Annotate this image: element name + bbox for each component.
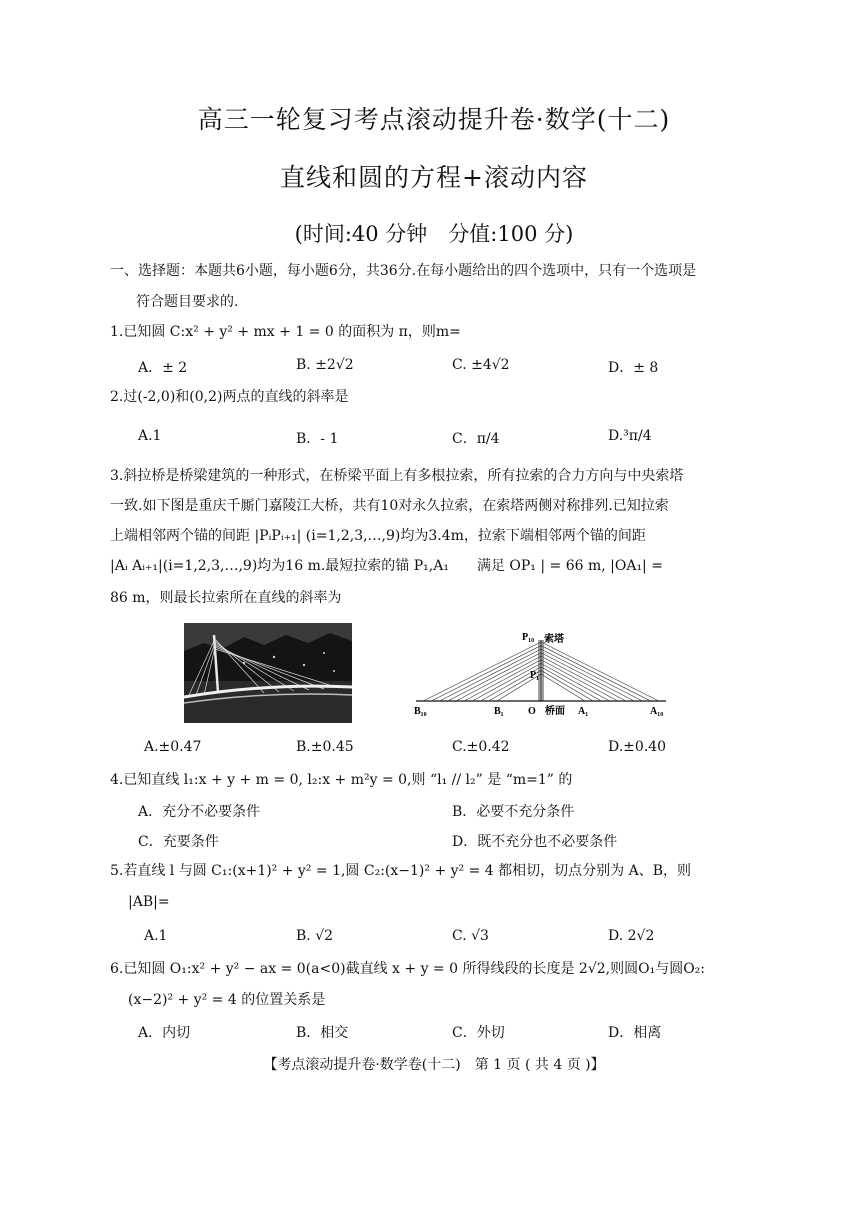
q1-option-c: C. ±4√2 [452,357,510,373]
q6-option-b: B．相交 [296,1025,349,1041]
cable-right-10 [541,642,659,701]
q3-option-c: C.±0.42 [452,739,510,755]
q2-stem: 2.过(-2,0)和(0,2)两点的直线的斜率是 [110,389,349,405]
q2-option-c: C．π/4 [452,431,500,447]
q4-stem: 4.已知直线 l₁:x + y + m = 0, l₂:x + m²y = 0,则 “l₁ // l₂” 是 “m=1” 的 [110,772,573,788]
label-b1: B₁ [494,706,504,717]
q6-option-a: A．内切 [138,1025,191,1041]
cable-left-9 [431,646,541,701]
q2-option-d: D.³π/4 [608,428,652,444]
q5-line2: |AB|= [128,894,170,910]
section-heading-line2: 符合题目要求的. [136,294,239,310]
q6-line1: 6.已知圆 O₁:x² + y² − ax = 0(a<0)截直线 x + y = 0 所得线段的长度是 2√2,则圆O₁与圆O₂: [110,961,705,977]
q4-option-b: B．必要不充分条件 [452,804,575,820]
q4-option-c: C．充要条件 [138,834,219,850]
q6-line2: (x−2)² + y² = 4 的位置关系是 [128,992,326,1008]
q2-option-b: B．- 1 [296,431,339,447]
cable-right-8 [541,649,642,701]
label-deck: 桥面 [545,706,565,717]
q5-option-b: B. √2 [296,928,334,944]
label-p10: P₁₀ [522,632,535,643]
label-a1: A₁ [578,706,589,717]
q1-stem: 1.已知圆 C:x² + y² + mx + 1 = 0 的面积为 π，则m= [110,324,461,340]
q5-option-d: D. 2√2 [608,928,655,944]
q3-option-a: A.±0.47 [144,739,202,755]
cable-right-5 [541,660,618,701]
q3-line4: |Aᵢ Aᵢ₊₁|(i=1,2,3,…,9)均为16 m.最短拉索的锚 P₁,A₁ 满足 OP₁ | = 66 m, |OA₁| = [110,558,663,574]
cable-left-8 [440,649,541,701]
q3-line5: 86 m，则最长拉索所在直线的斜率为 [110,590,342,606]
page-subtitle: 直线和圆的方程+滚动内容 [280,163,588,192]
q5-line1: 5.若直线 l 与圆 C₁:(x+1)² + y² = 1,圆 C₂:(x−1)² + y² = 4 都相切，切点分别为 A、B，则 [110,863,691,879]
cable-left-7 [448,653,541,701]
label-p1: P₁ [530,670,540,681]
q1-option-a: A．± 2 [138,360,188,376]
page-footer: 【考点滚动提升卷·数学卷(十二) 第 1 页 ( 共 4 页 )】 [263,1057,605,1073]
q1-option-d: D．± 8 [608,360,659,376]
q6-option-c: C．外切 [452,1025,505,1041]
q3-line3: 上端相邻两个锚的间距 |PᵢPᵢ₊₁| (i=1,2,3,…,9)均为3.4m，拉索下端相邻两个锚的间距 [110,528,646,544]
q4-option-d: D．既不充分也不必要条件 [452,834,618,850]
q3-line1: 3.斜拉桥是桥梁建筑的一种形式，在桥梁平面上有多根拉索，所有拉索的合力方向与中央索塔 [110,468,684,484]
bridge-photo [184,623,352,723]
q5-option-c: C. √3 [452,928,489,944]
label-b10: B₁₀ [414,706,427,717]
cable-right-6 [541,656,626,701]
q3-line2: 一致.如下图是重庆千厮门嘉陵江大桥，共有10对永久拉索，在索塔两侧对称排列.已知拉索 [110,498,669,514]
bridge-diagram [410,628,672,724]
cable-left-6 [456,656,541,701]
cable-right-2 [541,670,593,701]
cable-right-9 [541,646,651,701]
label-a10: A₁₀ [650,706,664,717]
label-tower: 索塔 [544,634,564,645]
q3-option-d: D.±0.40 [608,739,667,755]
cable-left-10 [423,642,541,701]
cable-right-7 [541,653,634,701]
q4-option-a: A．充分不必要条件 [138,804,261,820]
label-o: O [528,706,536,717]
q1-option-b: B. ±2√2 [296,357,354,373]
q2-option-a: A.1 [138,428,162,444]
cable-right-1 [541,674,585,701]
section-heading-line1: 一、选择题：本题共6小题，每小题6分，共36分.在每小题给出的四个选项中，只有一个选项是 [110,263,697,279]
page-title: 高三一轮复习考点滚动提升卷·数学(十二) [197,105,671,134]
q6-option-d: D．相离 [608,1025,662,1041]
q3-option-b: B.±0.45 [296,739,354,755]
q5-option-a: A.1 [144,928,168,944]
exam-info: (时间:40 分钟 分值:100 分) [294,222,574,246]
